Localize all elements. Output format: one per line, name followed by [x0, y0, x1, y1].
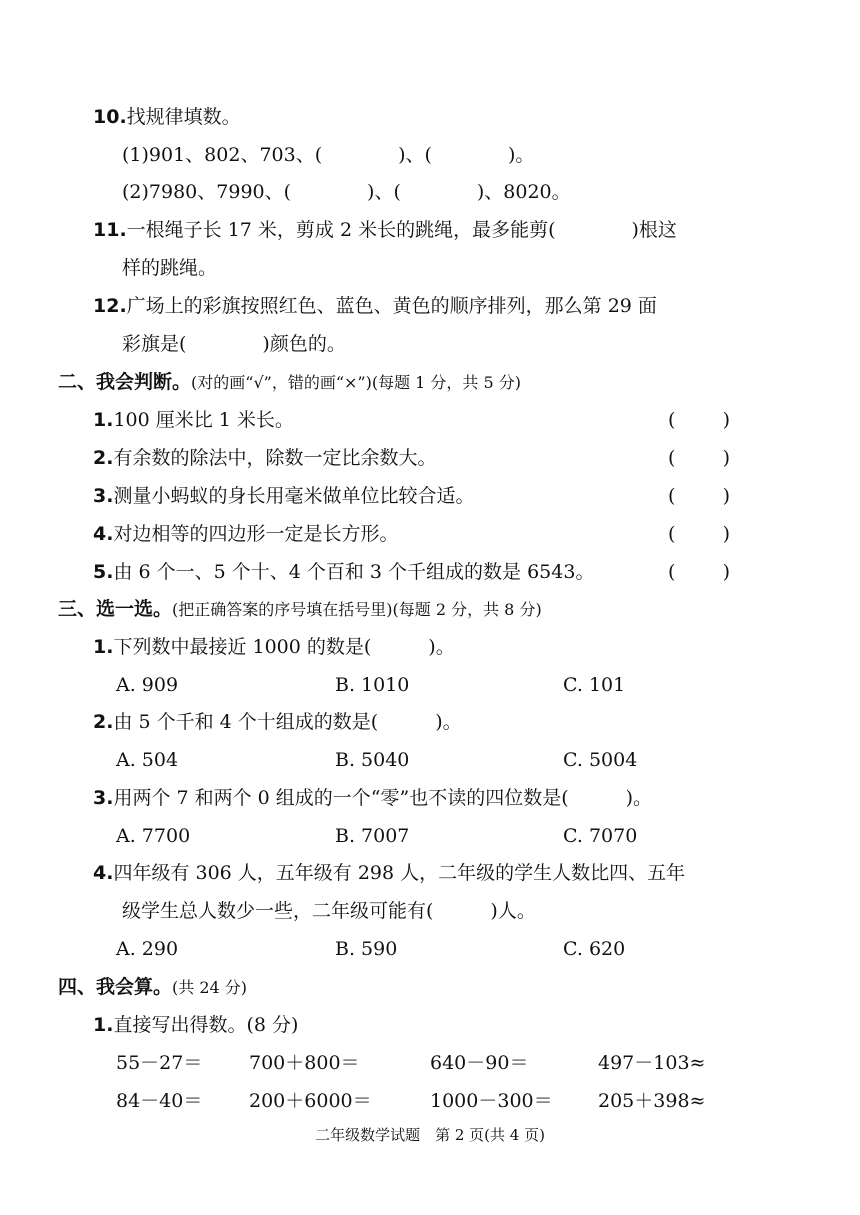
- calc-item[interactable]: 205＋398≈: [598, 1090, 706, 1112]
- question-text: 由 5 个千和 4 个十组成的数是( )。: [113, 711, 462, 733]
- calc-item[interactable]: 640－90＝: [430, 1052, 529, 1074]
- calc-item[interactable]: 84－40＝: [116, 1090, 203, 1112]
- question-10-sub-1: (1)901、802、703、( )、( )。: [122, 144, 535, 166]
- option-c[interactable]: C. 620: [563, 938, 626, 960]
- bracket-right: ): [722, 409, 730, 431]
- question-text: 找规律填数。: [126, 106, 241, 128]
- choice-question-4: [93, 861, 685, 885]
- section-heading-choose: [58, 597, 542, 622]
- question-number: 10.: [93, 106, 127, 128]
- question-number: 12.: [93, 295, 127, 317]
- question-text: 用两个 7 和两个 0 组成的一个“零”也不读的四位数是( )。: [113, 787, 653, 809]
- bracket-left: (: [668, 485, 676, 507]
- option-c[interactable]: C. 101: [563, 674, 626, 696]
- option-a[interactable]: A. 290: [116, 938, 179, 960]
- section-title: 二、我会判断。: [58, 371, 192, 393]
- item-text: 100 厘米比 1 米长。: [113, 409, 294, 431]
- question-11-continued: 样的跳绳。: [122, 257, 218, 279]
- item-text: 由 6 个一、5 个十、4 个百和 3 个千组成的数是 6543。: [113, 561, 595, 583]
- judge-item-2: [93, 446, 436, 470]
- choice-question-1: [93, 635, 455, 659]
- question-10: [93, 105, 241, 129]
- calc-item[interactable]: 55－27＝: [116, 1052, 203, 1074]
- bracket-left: (: [668, 523, 676, 545]
- question-12-continued: 彩旗是( )颜色的。: [122, 333, 346, 355]
- item-text: 对边相等的四边形一定是长方形。: [113, 523, 399, 545]
- choice-question-4-continued: 级学生总人数少一些，二年级可能有( )人。: [122, 900, 536, 922]
- section-heading-judge: [58, 370, 521, 395]
- section-title: 四、我会算。: [58, 976, 173, 998]
- question-number: 1.: [93, 1014, 114, 1036]
- question-10-sub-2: (2)7980、7990、( )、( )、8020。: [122, 181, 571, 203]
- item-number: 5.: [93, 561, 114, 583]
- item-number: 1.: [93, 409, 114, 431]
- bracket-right: ): [722, 561, 730, 583]
- question-text: 一根绳子长 17 米，剪成 2 米长的跳绳，最多能剪( )根这: [126, 219, 677, 241]
- question-text: 直接写出得数。(8 分): [113, 1014, 299, 1036]
- calc-question-1: [93, 1013, 298, 1037]
- question-number: 3.: [93, 787, 114, 809]
- section-title: 三、选一选。: [58, 598, 173, 620]
- bracket-right: ): [722, 485, 730, 507]
- section-note: (对的画“√”，错的画“×”)(每题 1 分，共 5 分): [191, 373, 522, 392]
- calc-item[interactable]: 1000－300＝: [430, 1090, 553, 1112]
- item-text: 有余数的除法中，除数一定比余数大。: [113, 447, 437, 469]
- judge-item-1: [93, 408, 294, 432]
- bracket-right: ): [722, 447, 730, 469]
- question-number: 11.: [93, 219, 127, 241]
- question-text: 广场上的彩旗按照红色、蓝色、黄色的顺序排列，那么第 29 面: [126, 295, 657, 317]
- question-number: 4.: [93, 862, 114, 884]
- judge-item-3: [93, 484, 474, 508]
- question-number: 2.: [93, 711, 114, 733]
- question-text: 四年级有 306 人，五年级有 298 人，二年级的学生人数比四、五年: [113, 862, 686, 884]
- option-b[interactable]: B. 5040: [335, 749, 410, 771]
- question-11: [93, 218, 677, 242]
- choice-question-2: [93, 710, 462, 734]
- option-b[interactable]: B. 590: [335, 938, 398, 960]
- item-number: 4.: [93, 523, 114, 545]
- judge-item-4: [93, 522, 398, 546]
- bracket-left: (: [668, 561, 676, 583]
- item-text: 测量小蚂蚁的身长用毫米做单位比较合适。: [113, 485, 475, 507]
- calc-item[interactable]: 200＋6000＝: [249, 1090, 372, 1112]
- item-number: 3.: [93, 485, 114, 507]
- option-b[interactable]: B. 7007: [335, 825, 410, 847]
- option-a[interactable]: A. 7700: [116, 825, 191, 847]
- section-note: (把正确答案的序号填在括号里)(每题 2 分，共 8 分): [172, 600, 542, 619]
- page-footer: 二年级数学试题 第 2 页(共 4 页): [315, 1126, 545, 1144]
- question-number: 1.: [93, 636, 114, 658]
- question-text: 下列数中最接近 1000 的数是( )。: [113, 636, 455, 658]
- calc-item[interactable]: 700＋800＝: [249, 1052, 360, 1074]
- judge-item-5: [93, 560, 594, 584]
- choice-question-3: [93, 786, 652, 810]
- section-heading-calc: [58, 975, 247, 1000]
- calc-item[interactable]: 497－103≈: [598, 1052, 706, 1074]
- bracket-right: ): [722, 523, 730, 545]
- question-12: [93, 294, 657, 318]
- option-c[interactable]: C. 7070: [563, 825, 638, 847]
- option-a[interactable]: A. 909: [116, 674, 179, 696]
- option-b[interactable]: B. 1010: [335, 674, 410, 696]
- option-a[interactable]: A. 504: [116, 749, 179, 771]
- item-number: 2.: [93, 447, 114, 469]
- bracket-left: (: [668, 447, 676, 469]
- bracket-left: (: [668, 409, 676, 431]
- section-note: (共 24 分): [172, 978, 248, 997]
- option-c[interactable]: C. 5004: [563, 749, 638, 771]
